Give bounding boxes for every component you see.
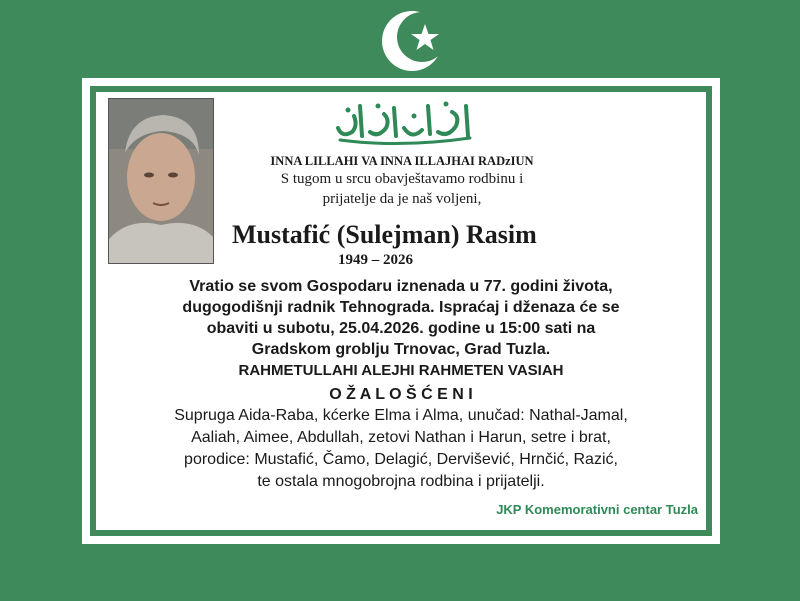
mourners-line-4: te ostala mnogobrojna rodbina i prijatelji. (257, 473, 545, 490)
mourners-line-2: Aaliah, Aimee, Abdullah, zetovi Nathan i Harun, setre i brat, (191, 429, 611, 446)
body-line-3: obaviti u subotu, 25.04.2026. godine u 15:00 sati na (206, 320, 596, 337)
portrait-silhouette (109, 99, 214, 264)
deceased-name: Mustafić (Sulejman) Rasim (232, 220, 537, 249)
opening-phrase: INNA LILLAHI VA INNA ILLAJHAI RADzIUN (270, 154, 534, 168)
life-years: 1949 – 2026 (338, 252, 413, 268)
footer-signature: JKP Komemorativni centar Tuzla (496, 502, 698, 517)
portrait-photo (108, 98, 214, 264)
crescent-star-icon (378, 8, 448, 74)
mourners-heading: O Ž A L O Š Ć E N I (329, 386, 473, 403)
obituary-card (82, 78, 720, 544)
intro-line-1: S tugom u srcu obavještavamo rodbinu i (280, 171, 524, 187)
body-line-1: Vratio se svom Gospodaru iznenada u 77. godini života, (189, 278, 613, 295)
body-line-2: dugogodišnji radnik Tehnograda. Ispraćaj i dženaza će se (182, 299, 620, 316)
mourners-line-1: Supruga Aida-Raba, kćerke Elma i Alma, unučad: Nathal-Jamal, (174, 407, 628, 424)
body-line-4: Gradskom groblju Trnovac, Grad Tuzla. (251, 341, 551, 358)
intro-line-2: prijatelje da je naš voljeni, (322, 191, 482, 207)
mourners-line-3: porodice: Mustafić, Čamo, Delagić, Dervišević, Hrnčić, Razić, (184, 451, 618, 468)
prayer-line: RAHMETULLAHI ALEJHI RAHMETEN VASIAH (238, 362, 564, 379)
arabic-calligraphy-icon (330, 98, 480, 146)
